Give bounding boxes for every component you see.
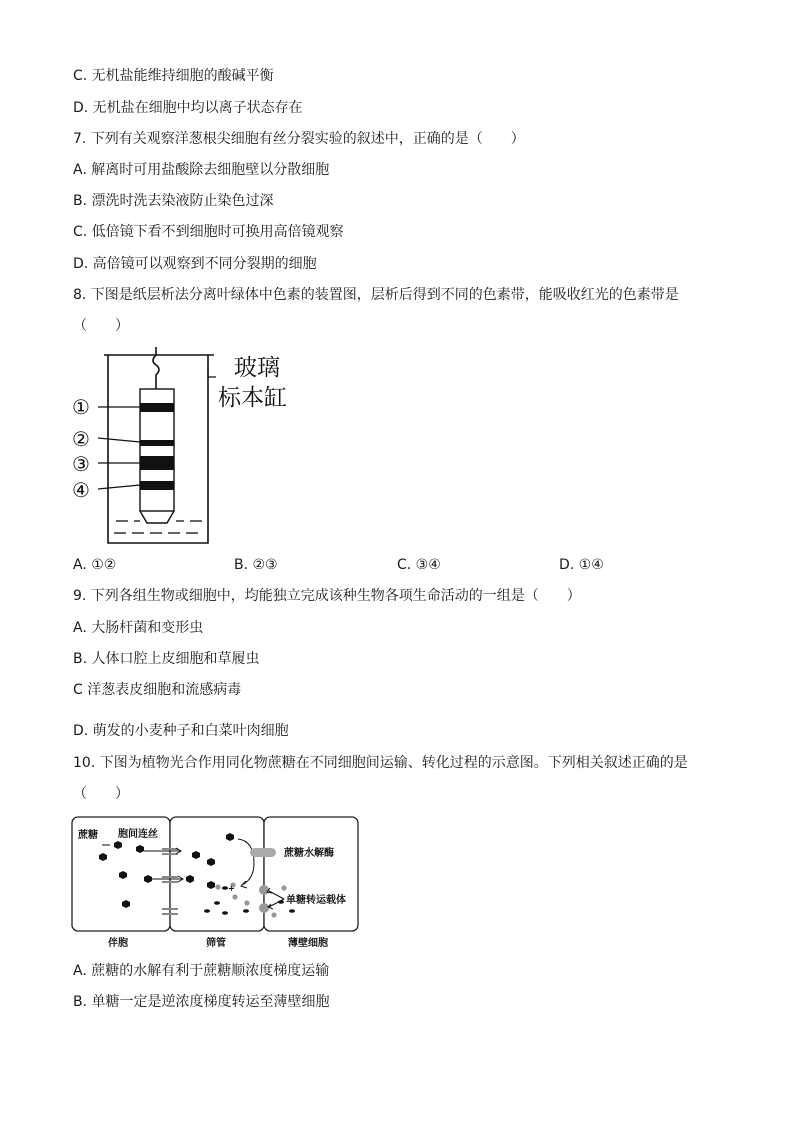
question-9-stem: 9. 下列各组生物或细胞中，均能独立完成该种生物各项生命活动的一组是（ ） (73, 588, 581, 604)
option-6c: C. 无机盐能维持细胞的酸碱平衡 (73, 68, 274, 84)
carrier-protein (259, 903, 269, 913)
question-8-stem: 8. 下图是纸层析法分离叶绿体中色素的装置图，层析后得到不同的色素带，能吸收红光的色素带是 (73, 287, 679, 303)
parenchyma-cell (264, 817, 358, 931)
pigment-band-3 (140, 456, 174, 470)
option-9d: D. 萌发的小麦种子和白菜叶肉细胞 (73, 723, 289, 739)
option-10a: A. 蔗糖的水解有利于蔗糖顺浓度梯度运输 (73, 963, 330, 979)
chromatography-figure (68, 345, 308, 545)
option-8b: B. ②③ (234, 557, 278, 573)
sieve-tube (170, 817, 264, 931)
option-9c: C 洋葱表皮细胞和流感病毒 (73, 682, 242, 698)
option-7a: A. 解离时可用盐酸除去细胞壁以分散细胞 (73, 162, 330, 178)
label-plus: + (228, 883, 235, 893)
option-7b: B. 漂洗时洗去染液防止染色过深 (73, 193, 274, 209)
carrier-protein (259, 885, 269, 895)
question-8-blank: （ ） (73, 318, 129, 334)
label-carrier: 单糖转运载体 (286, 895, 346, 906)
band-label-4: ④ (72, 478, 90, 502)
option-8c: C. ③④ (397, 557, 441, 573)
band-label-2: ② (72, 427, 90, 451)
paper-tip (140, 511, 174, 523)
question-10-blank: （ ） (73, 786, 129, 802)
label-sucrose: 蔗糖 (78, 830, 98, 841)
label-companion-cell: 伴胞 (108, 938, 128, 949)
pigment-band-4 (140, 481, 174, 490)
question-7-stem: 7. 下列有关观察洋葱根尖细胞有丝分裂实验的叙述中，正确的是（ ） (73, 131, 525, 147)
pigment-band-2 (140, 440, 174, 446)
option-7d: D. 高倍镜可以观察到不同分裂期的细胞 (73, 256, 317, 272)
option-9b: B. 人体口腔上皮细胞和草履虫 (73, 651, 260, 667)
option-8d: D. ①④ (559, 557, 604, 573)
question-10-stem: 10. 下图为植物光合作用同化物蔗糖在不同细胞间运输、转化过程的示意图。下列相关叙述正确的是 (73, 755, 688, 771)
option-9a: A. 大肠杆菌和变形虫 (73, 620, 204, 636)
hook-icon (153, 347, 159, 389)
label-sieve-tube: 筛管 (206, 938, 226, 949)
band-label-3: ③ (72, 452, 90, 476)
invertase-enzyme (250, 848, 276, 857)
label-glass: 玻璃 (234, 355, 280, 381)
band-label-1: ① (72, 395, 90, 419)
option-10b: B. 单糖一定是逆浓度梯度转运至薄壁细胞 (73, 994, 330, 1010)
option-6d: D. 无机盐在细胞中均以离子状态存在 (73, 100, 303, 116)
pigment-band-1 (140, 403, 174, 412)
label-invertase: 蔗糖水解酶 (284, 848, 334, 859)
label-plasmodesmata: 胞间连丝 (118, 829, 158, 840)
sucrose-transport-figure (70, 815, 362, 952)
label-tank: 标本缸 (218, 385, 287, 411)
label-parenchyma-cell: 薄壁细胞 (288, 938, 328, 949)
option-7c: C. 低倍镜下看不到细胞时可换用高倍镜观察 (73, 224, 344, 240)
option-8a: A. ①② (73, 557, 117, 573)
